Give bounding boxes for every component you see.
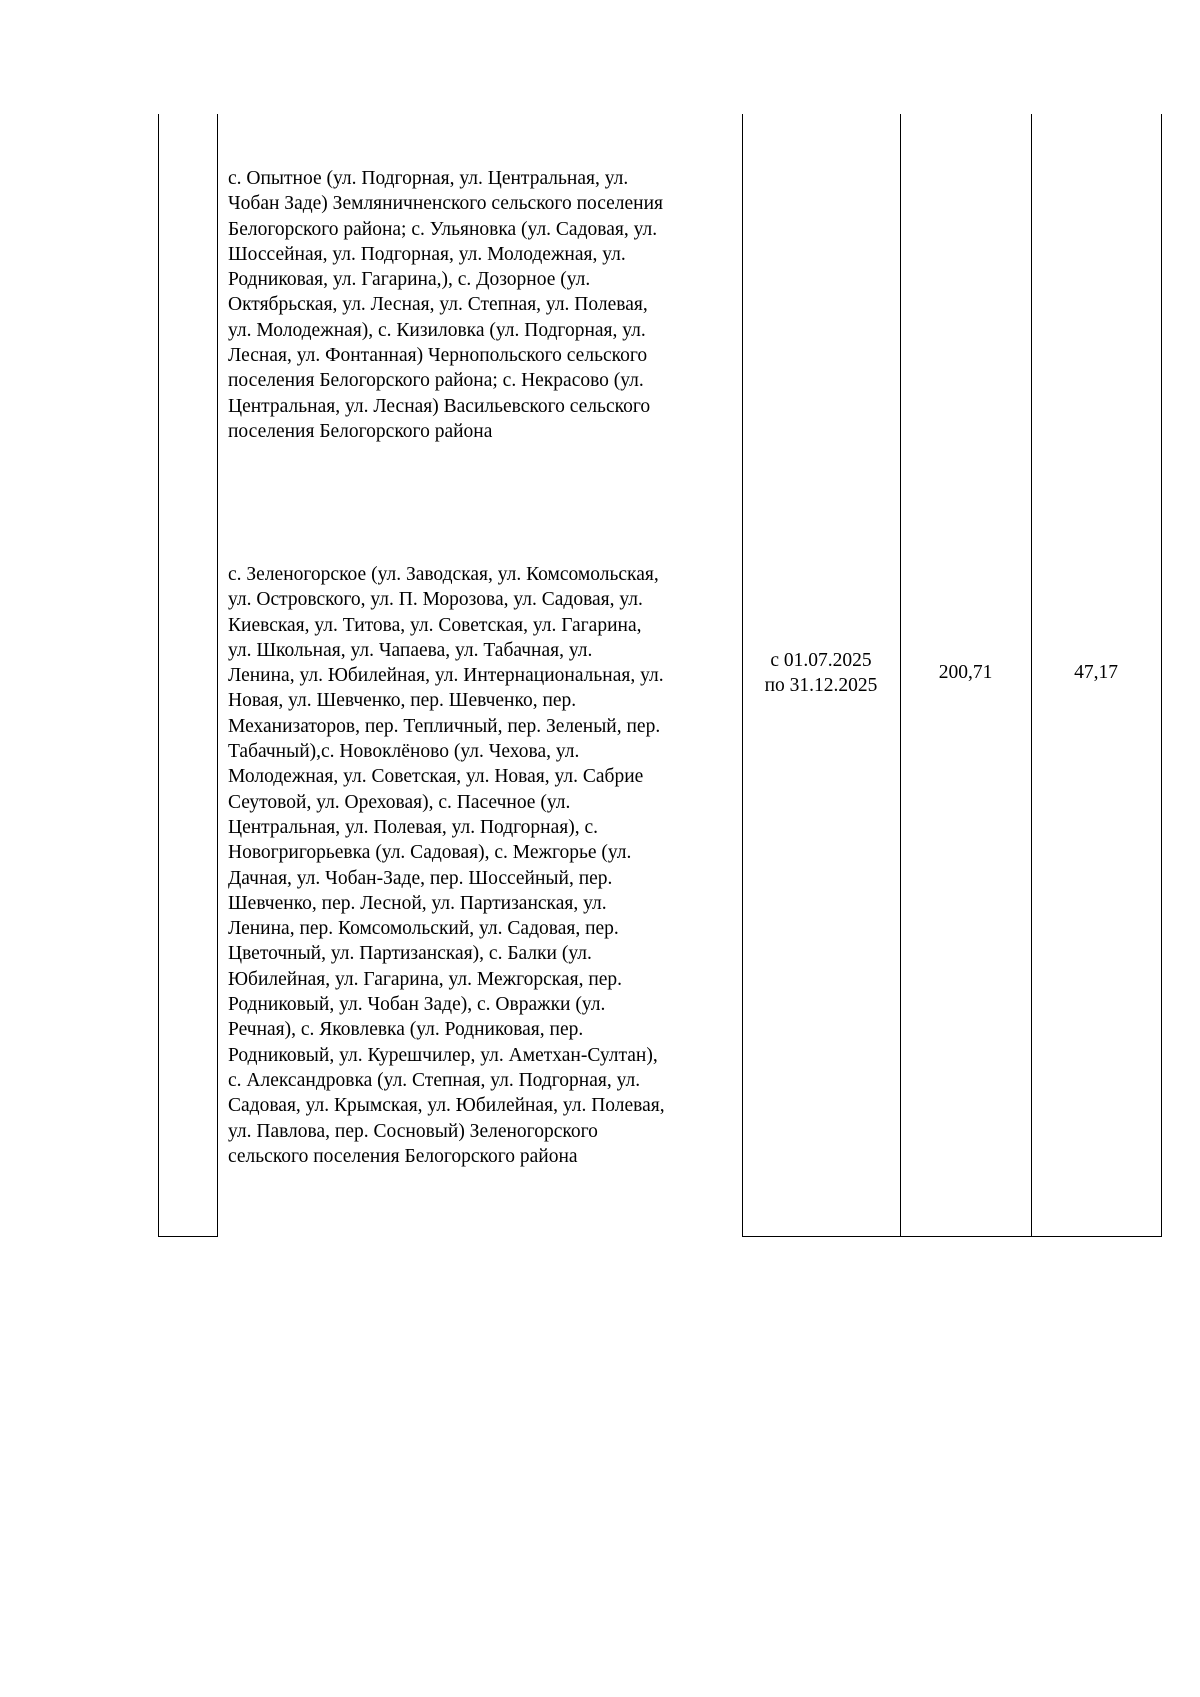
tariff-value-2: 47,17: [1074, 662, 1118, 683]
address-list-block-2: с. Зеленогорское (ул. Заводская, ул. Комсомольская, ул. Островского, ул. П. Морозова, ул. Садовая, ул. Киевская, ул. Титова, ул. Советская, ул. Гагарина, ул. Школьная, ул. Чапаева, ул. Табачная, ул. Ленина, ул. Юбилейная, ул. Интернациональная, ул. Новая, ул. Шевченко, пер. Шевченко, пер. Механизаторов, пер. Тепличный, пер. Зеленый, пер. Табачный),с. Новоклёново (ул. Чехова, ул. Молодежная, ул. Советская, ул. Новая, ул. Сабрие Сеутовой, ул. Ореховая), с. Пасечное (ул. Центральная, ул. Полевая, ул. Подгорная), с. Новогригорьевка (ул. Садовая), с. Межгорье (ул. Дачная, ул. Чобан-Заде, пер. Шоссейный, пер. Шевченко, пер. Лесной, ул. Партизанская, ул. Ленина, пер. Комсомольский, ул. Садовая, пер. Цветочный, ул. Партизанская), с. Балки (ул. Юбилейная, ул. Гагарина, ул. Межгорская, пер. Родниковый, ул. Чобан Заде), с. Овражки (ул. Речная), с. Яковлевка (ул. Родниковая, пер. Родниковый, ул. Курешчилер, ул. Аметхан-Султан), с. Александровка (ул. Степная, ул. Подгорная, ул. Садовая, ул. Крымская, ул. Юбилейная, ул. Полевая, ул. Павлова, пер. Сосновый) Зеленогорского сельского поселения Белогорского района: [228, 564, 665, 1167]
table-border-bottom-right: [742, 1236, 1162, 1237]
table-border-right: [1161, 114, 1162, 1237]
validity-period: с 01.07.2025 по 31.12.2025: [764, 650, 878, 697]
table-border-bottom-left: [158, 1236, 218, 1237]
tariff-value-1: 200,71: [938, 662, 993, 683]
table-border-left: [158, 114, 159, 1237]
table-border-col1: [217, 114, 218, 1237]
address-list-block-1: с. Опытное (ул. Подгорная, ул. Центральная, ул. Чобан Заде) Земляничненского сельского поселения Белогорского района; с. Ульяновка (ул. Садовая, ул. Шоссейная, ул. Подгорная, ул. Молодежная, ул. Родниковая, ул. Гагарина,), с. Дозорное (ул. Октябрьская, ул. Лесная, ул. Степная, ул. Полевая, ул. Молодежная), с. Кизиловка (ул. Подгорная, ул. Лесная, ул. Фонтанная) Чернопольского сельского поселения Белогорского района; с. Некрасово (ул. Центральная, ул. Лесная) Васильевского сельского поселения Белогорского района: [228, 168, 664, 442]
